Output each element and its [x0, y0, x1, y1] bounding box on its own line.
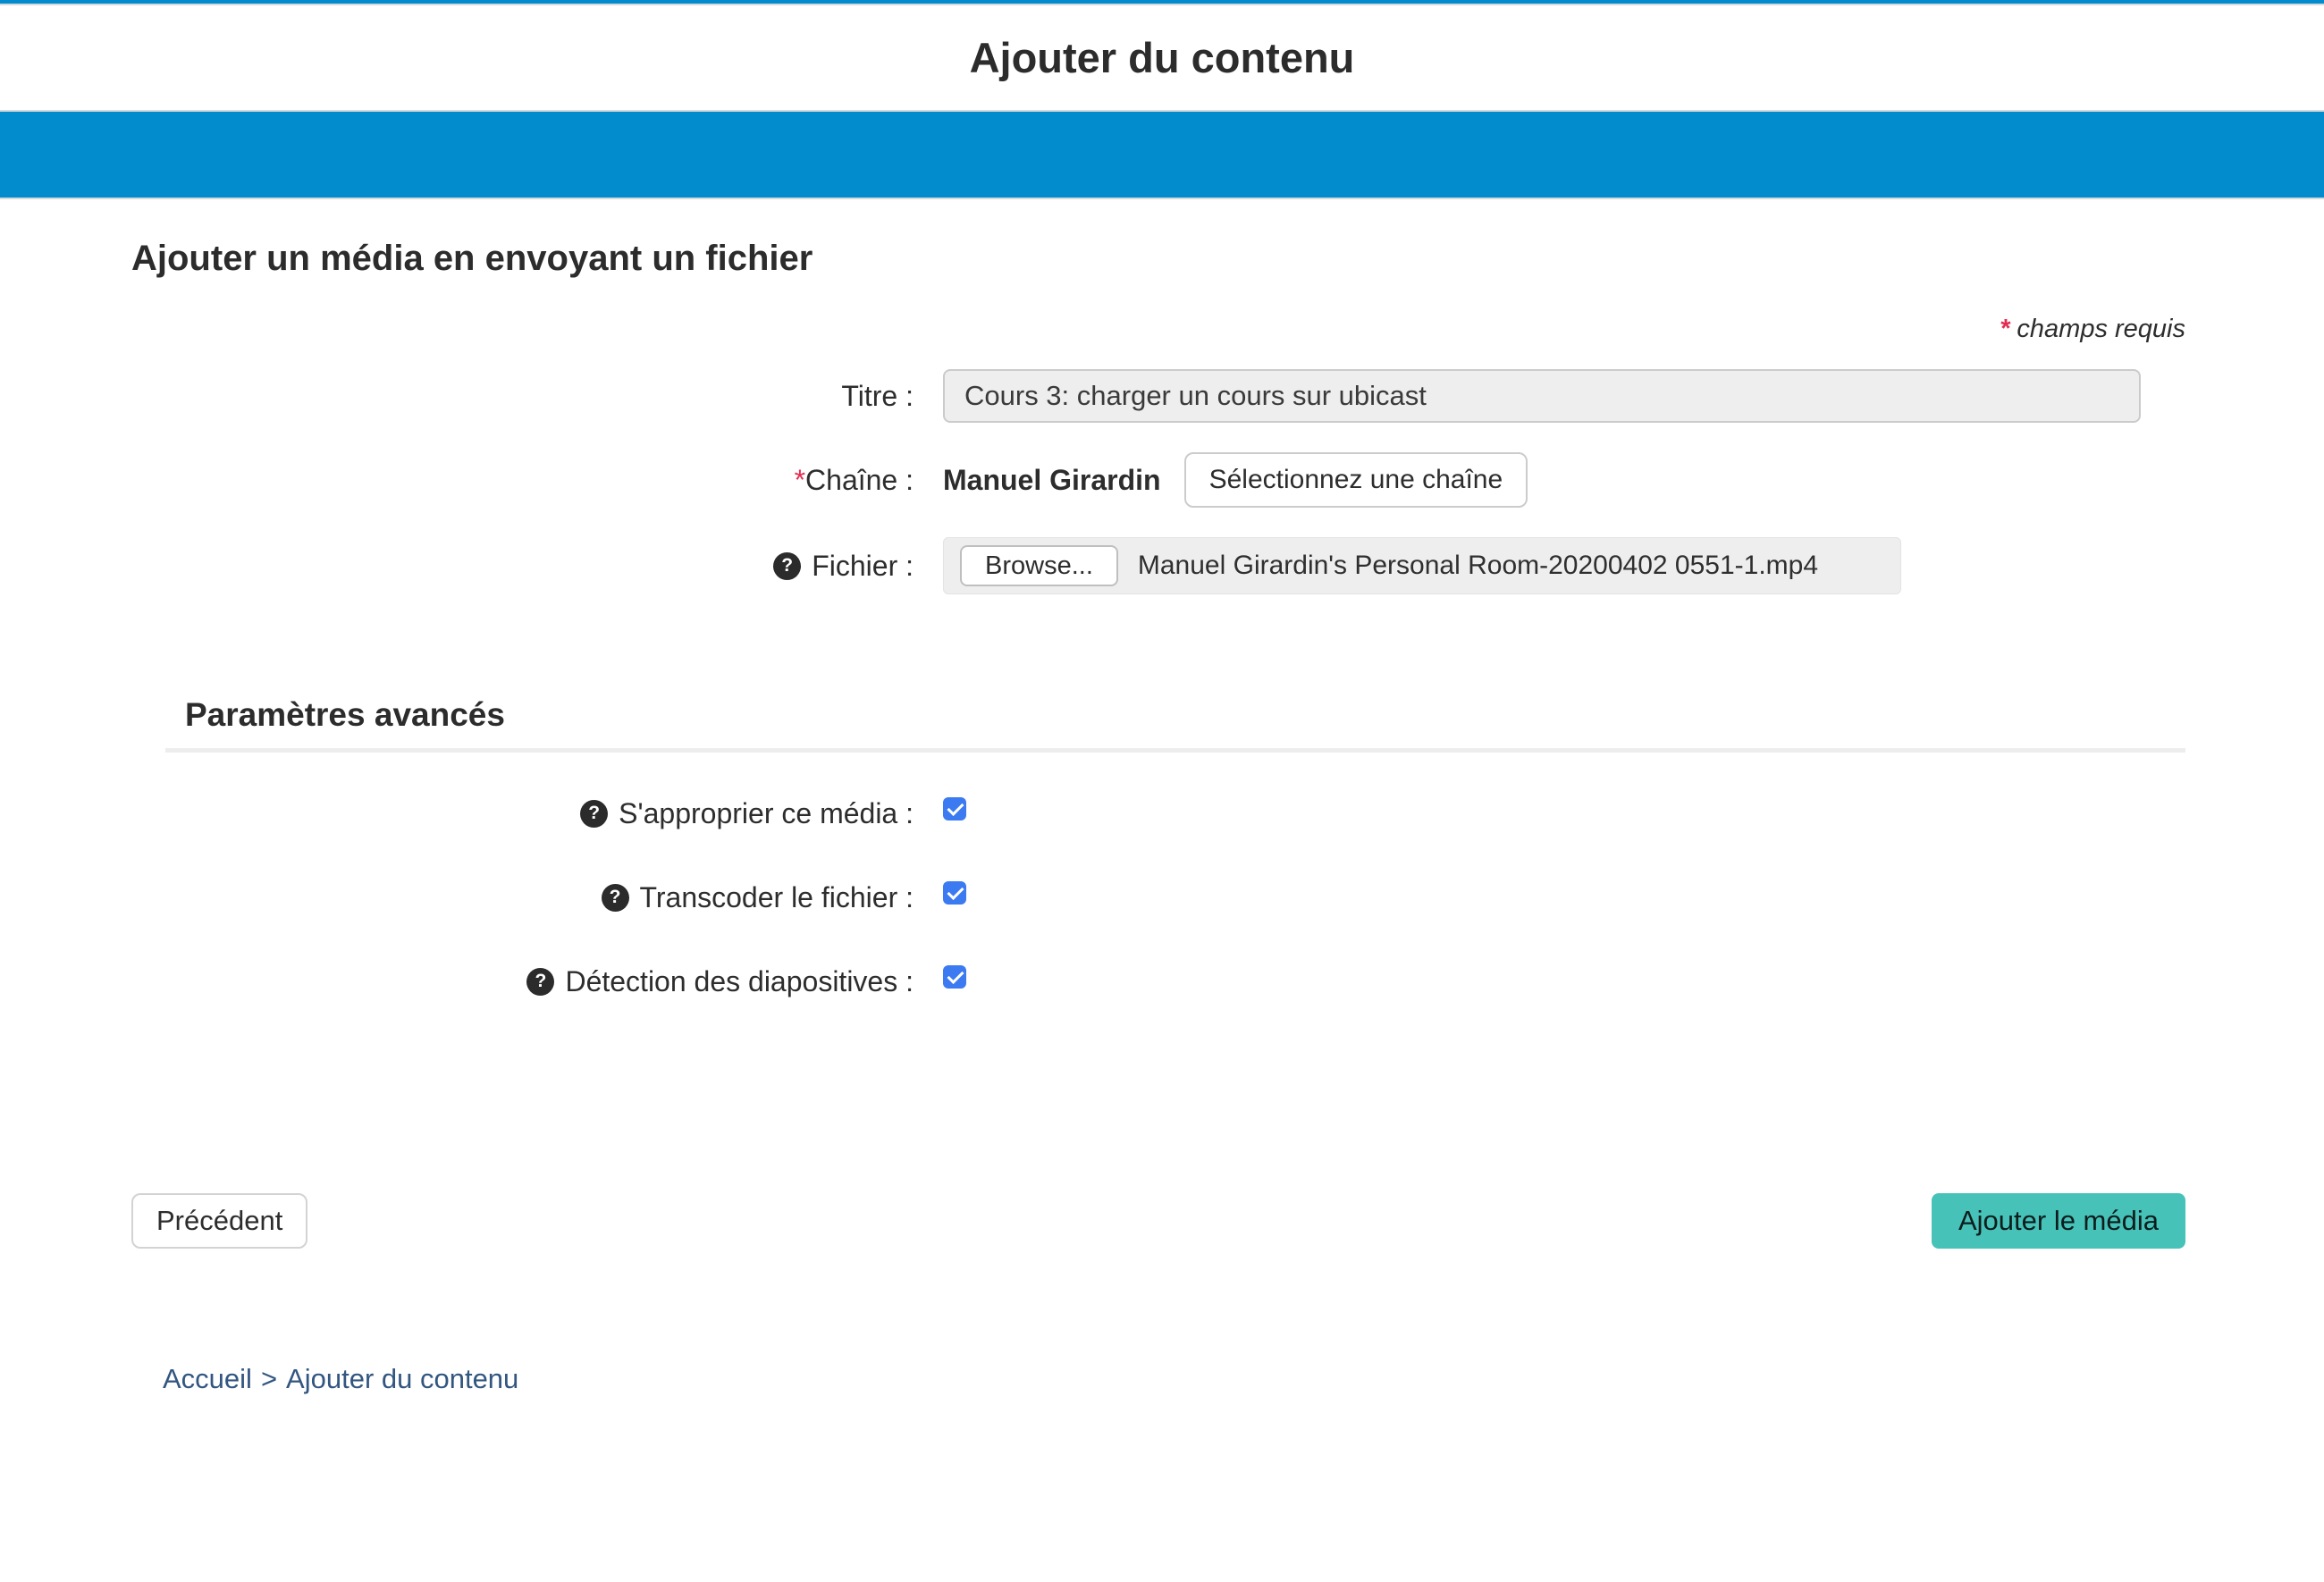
transcode-label: Transcoder le fichier : [639, 881, 914, 913]
required-asterisk: * [2000, 315, 2010, 343]
selected-filename: Manuel Girardin's Personal Room-20200402 0551-1.mp4 [1137, 551, 1819, 580]
channel-value: Manuel Girardin [943, 463, 1161, 496]
transcode-checkbox-checked[interactable] [943, 881, 966, 905]
slide-detection-label: Détection des diapositives : [565, 965, 914, 997]
required-note-text: champs requis [2017, 315, 2185, 343]
breadcrumb-current: Ajouter du contenu [286, 1363, 519, 1394]
slide-detection-checkbox-checked[interactable] [943, 965, 966, 989]
required-fields-note [131, 315, 2185, 344]
slide-detection-help-icon[interactable]: ? [526, 968, 554, 996]
option-row-transcode [131, 878, 2185, 917]
own-media-help-icon[interactable]: ? [580, 800, 608, 828]
breadcrumb [163, 1363, 2185, 1395]
breadcrumb-separator: > [260, 1363, 278, 1394]
file-input-box [943, 537, 1901, 594]
advanced-settings-heading: Paramètres avancés [185, 696, 505, 733]
file-row [131, 537, 2185, 594]
upload-form [131, 369, 2185, 594]
option-row-own-media [131, 794, 2185, 833]
own-media-checkbox-checked[interactable] [943, 797, 966, 820]
section-divider [165, 748, 2185, 753]
form-heading: Ajouter un média en envoyant un fichier [131, 239, 813, 278]
breadcrumb-home-link[interactable]: Accueil [163, 1363, 252, 1394]
page-title: Ajouter du contenu [969, 34, 1355, 81]
own-media-label: S'approprier ce média : [619, 797, 914, 829]
advanced-options [131, 794, 2185, 1001]
header-blue-band [0, 112, 2324, 199]
previous-button[interactable]: Précédent [131, 1193, 307, 1249]
title-input[interactable] [943, 369, 2141, 423]
form-actions [131, 1193, 2185, 1249]
channel-label: *Chaîne : [794, 463, 914, 496]
channel-row [131, 452, 2185, 508]
title-row [131, 369, 2185, 423]
title-label: Titre : [841, 379, 914, 412]
add-media-button[interactable]: Ajouter le média [1932, 1193, 2185, 1249]
channel-required-mark: * [794, 463, 806, 496]
select-channel-button[interactable]: Sélectionnez une chaîne [1184, 452, 1528, 508]
browse-button[interactable]: Browse... [960, 545, 1118, 586]
transcode-help-icon[interactable]: ? [602, 884, 629, 912]
file-help-icon[interactable]: ? [773, 552, 801, 580]
main-content [0, 239, 2324, 1395]
file-label: ? Fichier : [131, 550, 914, 583]
page-header [0, 5, 2324, 112]
option-row-slide-detection [131, 962, 2185, 1001]
